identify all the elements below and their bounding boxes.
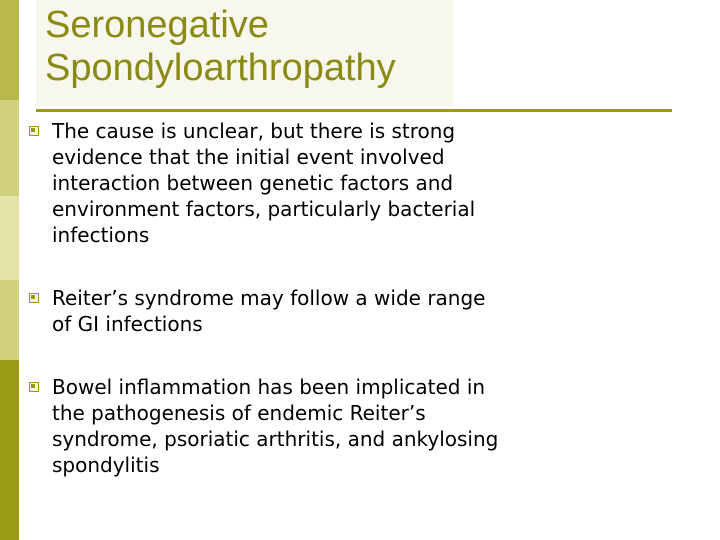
side-accent-bar	[0, 0, 19, 100]
square-bullet-icon	[29, 293, 39, 303]
side-accent-bar	[0, 360, 19, 540]
square-bullet-icon	[29, 126, 39, 136]
slide-title-area	[36, 0, 696, 106]
slide-title: Seronegative Spondyloarthropathy	[45, 4, 396, 89]
side-accent-bar	[0, 196, 19, 280]
bullet-text: The cause is unclear, but there is strong evidence that the initial event involved interaction between genetic factors and environment factors, particularly bacterial infections	[52, 119, 476, 247]
bullet-text: Bowel inflammation has been implicated in the pathogenesis of endemic Reiter’s syndrome, psoriatic arthritis, and ankylosing spondylitis	[52, 375, 499, 477]
title-underline-rule	[36, 109, 672, 112]
side-accent-bar	[0, 100, 19, 196]
square-bullet-icon	[29, 382, 39, 392]
bullet-text: Reiter’s syndrome may follow a wide range of GI infections	[52, 286, 486, 336]
side-accent-bar	[0, 280, 19, 360]
